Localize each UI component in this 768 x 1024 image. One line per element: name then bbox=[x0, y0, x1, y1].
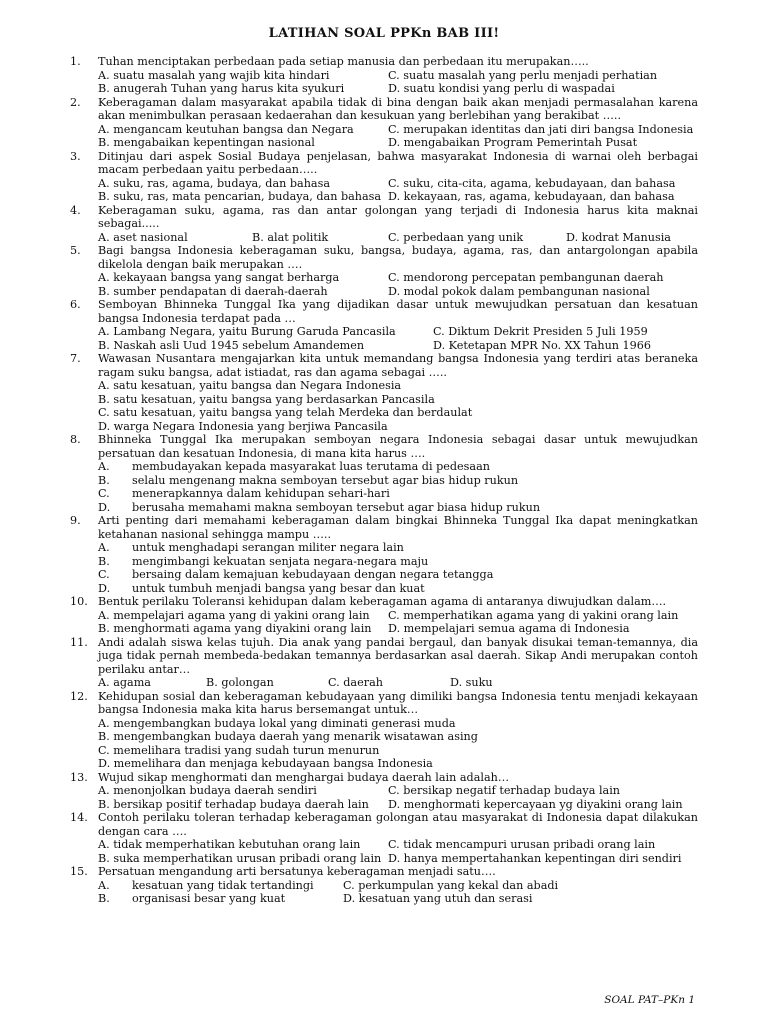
answer-options bbox=[98, 838, 698, 865]
answer-option: A. suatu masalah yang wajib kita hindari bbox=[98, 68, 330, 82]
question-item bbox=[70, 204, 698, 245]
question-number: 10. bbox=[70, 595, 88, 608]
question-text: Wujud sikap menghormati dan menghargai budaya daerah lain adalah… bbox=[98, 770, 510, 784]
answer-option: B. menghormati agama yang diyakini orang lain bbox=[98, 622, 372, 635]
answer-option bbox=[98, 460, 490, 474]
question-text: Persatuan mengandung arti bersatunya keberagaman menjadi satu…. bbox=[98, 865, 496, 878]
question-number: 15. bbox=[70, 865, 88, 878]
answer-option bbox=[98, 474, 518, 488]
option-row bbox=[98, 406, 698, 420]
answer-options bbox=[98, 177, 698, 204]
answer-option: C. daerah bbox=[328, 676, 383, 689]
option-row bbox=[98, 123, 698, 137]
question-stem bbox=[70, 352, 698, 379]
answer-option: D. Ketetapan MPR No. XX Tahun 1966 bbox=[433, 338, 652, 352]
answer-option: D. modal pokok dalam pembangunan nasional bbox=[388, 284, 650, 298]
page-footer: SOAL PAT–PKn 1 bbox=[604, 994, 695, 1006]
option-letter: A. bbox=[98, 460, 110, 473]
answer-options bbox=[98, 460, 698, 514]
answer-option: A. Lambang Negara, yaitu Burung Garuda Pancasila bbox=[98, 325, 396, 338]
question-text: Arti penting dari memahami keberagaman dalam bingkai Bhinneka Tunggal Ika dapat meningkatkan ketahanan nasional sehingga mampu ….. bbox=[98, 514, 698, 541]
answer-option: D. kodrat Manusia bbox=[566, 230, 671, 244]
question-stem bbox=[70, 514, 698, 541]
option-text: selalu mengenang makna semboyan tersebut agar bias hidup rukun bbox=[132, 473, 519, 487]
answer-options bbox=[98, 123, 698, 150]
answer-option: D. kesatuan yang utuh dan serasi bbox=[343, 892, 533, 905]
answer-option bbox=[98, 879, 343, 893]
question-text: Bentuk perilaku Toleransi kehidupan dalam keberagaman agama di antaranya diwujudkan dalam…. bbox=[98, 595, 667, 608]
question-item bbox=[70, 298, 698, 352]
answer-options bbox=[98, 717, 698, 771]
option-row bbox=[98, 568, 698, 582]
option-row bbox=[98, 784, 698, 798]
question-number: 3. bbox=[70, 149, 81, 163]
question-stem bbox=[70, 771, 698, 785]
answer-option: D. mengabaikan Program Pemerintah Pusat bbox=[388, 136, 638, 149]
answer-option bbox=[98, 892, 343, 906]
answer-option: C. memperhatikan agama yang di yakini orang lain bbox=[388, 608, 679, 622]
option-row bbox=[98, 798, 698, 812]
question-text: Andi adalah siswa kelas tujuh. Dia anak yang pandai bergaul, dan banyak disukai teman-temannya, dia juga tidak pernah membeda-bedakan temannya berdasarkan asal daerah. Sikap Andi merupakan contoh perilaku antar… bbox=[98, 635, 698, 676]
option-letter: B. bbox=[98, 473, 110, 487]
question-number: 5. bbox=[70, 244, 81, 257]
option-text: organisasi besar yang kuat bbox=[132, 892, 286, 905]
option-row bbox=[98, 487, 698, 501]
option-row bbox=[98, 393, 698, 407]
answer-options bbox=[98, 379, 698, 433]
question-item bbox=[70, 636, 698, 690]
question-stem bbox=[70, 244, 698, 271]
option-row bbox=[98, 879, 698, 893]
answer-option: A. satu kesatuan, yaitu bangsa dan Negara Indonesia bbox=[98, 379, 402, 392]
option-row bbox=[98, 892, 698, 906]
question-number: 11. bbox=[70, 635, 88, 649]
answer-options bbox=[98, 271, 698, 298]
question-stem bbox=[70, 204, 698, 231]
answer-option: A. mengembangkan budaya lokal yang diminati generasi muda bbox=[98, 716, 456, 730]
question-number: 4. bbox=[70, 203, 81, 217]
question-item bbox=[70, 690, 698, 771]
question-stem bbox=[70, 55, 698, 69]
option-row bbox=[98, 339, 698, 353]
answer-option: A. kekayaan bangsa yang sangat berharga bbox=[98, 271, 340, 284]
question-stem bbox=[70, 433, 698, 460]
question-stem bbox=[70, 690, 698, 717]
option-letter: C. bbox=[98, 568, 110, 581]
answer-option: D. kekayaan, ras, agama, kebudayaan, dan bahasa bbox=[388, 190, 675, 203]
option-row bbox=[98, 69, 698, 83]
answer-option: B. suku, ras, mata pencarian, budaya, dan bahasa bbox=[98, 190, 382, 203]
option-row bbox=[98, 460, 698, 474]
answer-option: C. mendorong percepatan pembangunan daerah bbox=[388, 271, 664, 284]
option-row bbox=[98, 744, 698, 758]
answer-option: D. memelihara dan menjaga kebudayaan bangsa Indonesia bbox=[98, 757, 433, 770]
answer-option: C. satu kesatuan, yaitu bangsa yang telah Merdeka dan berdaulat bbox=[98, 406, 473, 419]
question-item bbox=[70, 811, 698, 865]
answer-option bbox=[98, 568, 493, 582]
answer-option: A. aset nasional bbox=[98, 230, 188, 244]
option-row bbox=[98, 325, 698, 339]
answer-options bbox=[98, 325, 698, 352]
answer-option: A. tidak memperhatikan kebutuhan orang lain bbox=[98, 838, 361, 851]
question-number: 13. bbox=[70, 770, 88, 784]
option-row bbox=[98, 501, 698, 515]
question-text: Bagi bangsa Indonesia keberagaman suku, bangsa, budaya, agama, ras, dan antargolongan apabila dikelola dengan baik merupakan …. bbox=[98, 244, 698, 271]
option-row bbox=[98, 82, 698, 96]
answer-option: A. menonjolkan budaya daerah sendiri bbox=[98, 784, 317, 797]
option-row bbox=[98, 474, 698, 488]
answer-option: D. mempelajari semua agama di Indonesia bbox=[388, 622, 630, 635]
answer-option: C. tidak mencampuri urusan pribadi orang lain bbox=[388, 838, 656, 851]
option-text: kesatuan yang tidak tertandingi bbox=[132, 878, 314, 892]
question-item bbox=[70, 514, 698, 595]
option-row bbox=[98, 676, 698, 690]
answer-option: A. suku, ras, agama, budaya, dan bahasa bbox=[98, 176, 331, 190]
question-number: 6. bbox=[70, 298, 81, 311]
answer-option: A. mengancam keutuhan bangsa dan Negara bbox=[98, 122, 354, 136]
question-item bbox=[70, 352, 698, 433]
answer-options bbox=[98, 69, 698, 96]
answer-option: C. perkumpulan yang kekal dan abadi bbox=[343, 878, 559, 892]
answer-option: B. Naskah asli Uud 1945 sebelum Amandemen bbox=[98, 338, 365, 352]
question-stem bbox=[70, 150, 698, 177]
question-text: Keberagaman suku, agama, ras dan antar golongan yang terjadi di Indonesia harus kita maknai sebagai..... bbox=[98, 203, 698, 230]
option-row bbox=[98, 271, 698, 285]
option-letter: B. bbox=[98, 892, 110, 905]
question-number: 7. bbox=[70, 352, 81, 365]
option-row bbox=[98, 231, 698, 245]
question-item bbox=[70, 150, 698, 204]
answer-option: D. hanya mempertahankan kepentingan diri sendiri bbox=[388, 851, 682, 865]
question-item bbox=[70, 244, 698, 298]
answer-option: A. agama bbox=[98, 676, 151, 689]
question-item bbox=[70, 865, 698, 906]
option-text: bersaing dalam kemajuan kebudayaan dengan negara tetangga bbox=[132, 568, 494, 581]
answer-option: C. perbedaan yang unik bbox=[388, 230, 524, 244]
answer-option: B. alat politik bbox=[252, 230, 329, 244]
option-letter: A. bbox=[98, 541, 110, 554]
option-row bbox=[98, 190, 698, 204]
option-row bbox=[98, 285, 698, 299]
option-text: berusaha memahami makna semboyan tersebut agar biasa hidup rukun bbox=[132, 500, 541, 514]
answer-option: B. mengabaikan kepentingan nasional bbox=[98, 136, 315, 149]
option-row bbox=[98, 838, 698, 852]
option-letter: D. bbox=[98, 500, 111, 514]
answer-option bbox=[98, 582, 425, 596]
option-row bbox=[98, 730, 698, 744]
question-text: Kehidupan sosial dan keberagaman kebudayaan yang dimiliki bangsa Indonesia tentu menjadi kekayaan bangsa Indonesia maka kita harus bersemangat untuk… bbox=[98, 689, 698, 716]
answer-options bbox=[98, 676, 698, 690]
question-item bbox=[70, 433, 698, 514]
option-row bbox=[98, 379, 698, 393]
answer-option: C. Diktum Dekrit Presiden 5 Juli 1959 bbox=[433, 325, 648, 338]
question-number: 12. bbox=[70, 689, 88, 703]
question-text: Tuhan menciptakan perbedaan pada setiap manusia dan perbedaan itu merupakan….. bbox=[98, 55, 589, 68]
question-text: Keberagaman dalam masyarakat apabila tidak di bina dengan baik akan menjadi permasalahan karena akan menimbulkan perasaan kedaerahan dan kesukuan yang berlebihan yang berakibat ….. bbox=[98, 95, 698, 122]
answer-option: D. suatu kondisi yang perlu di waspadai bbox=[388, 82, 615, 95]
answer-option: B. suka memperhatikan urusan pribadi orang lain bbox=[98, 851, 382, 865]
option-row bbox=[98, 582, 698, 596]
question-item bbox=[70, 55, 698, 96]
question-text: Wawasan Nusantara mengajarkan kita untuk memandang bangsa Indonesia yang terdiri atas beraneka ragam suku bangsa, adat istiadat, ras dan agama sebagai ….. bbox=[98, 352, 698, 379]
option-row bbox=[98, 420, 698, 434]
answer-option: C. bersikap negatif terhadap budaya lain bbox=[388, 784, 620, 797]
question-list bbox=[70, 55, 698, 906]
option-row bbox=[98, 622, 698, 636]
answer-option: C. memelihara tradisi yang sudah turun menurun bbox=[98, 743, 380, 757]
answer-option: B. mengembangkan budaya daerah yang menarik wisatawan asing bbox=[98, 730, 478, 743]
answer-option: B. sumber pendapatan di daerah-daerah bbox=[98, 284, 328, 298]
answer-option: B. bersikap positif terhadap budaya daerah lain bbox=[98, 797, 369, 811]
option-row bbox=[98, 555, 698, 569]
option-row bbox=[98, 177, 698, 191]
option-row bbox=[98, 757, 698, 771]
answer-option: D. suku bbox=[450, 676, 493, 689]
answer-option: C. suku, cita-cita, agama, kebudayaan, dan bahasa bbox=[388, 176, 676, 190]
answer-option: D. warga Negara Indonesia yang berjiwa Pancasila bbox=[98, 419, 388, 433]
option-letter: C. bbox=[98, 487, 110, 500]
option-letter: D. bbox=[98, 581, 111, 595]
question-stem bbox=[70, 811, 698, 838]
question-stem bbox=[70, 96, 698, 123]
question-item bbox=[70, 771, 698, 812]
question-stem bbox=[70, 636, 698, 677]
question-number: 2. bbox=[70, 95, 81, 109]
question-number: 8. bbox=[70, 433, 81, 446]
option-row bbox=[98, 717, 698, 731]
question-text: Contoh perilaku toleran terhadap keberagaman golongan atau masyarakat di Indonesia dapat dilakukan dengan cara …. bbox=[98, 811, 698, 838]
option-row bbox=[98, 541, 698, 555]
answer-options bbox=[98, 879, 698, 906]
answer-options bbox=[98, 609, 698, 636]
answer-option: D. menghormati kepercayaan yg diyakini orang lain bbox=[388, 797, 683, 811]
option-row bbox=[98, 609, 698, 623]
question-item bbox=[70, 595, 698, 636]
question-item bbox=[70, 96, 698, 150]
question-stem bbox=[70, 595, 698, 609]
answer-option: C. suatu masalah yang perlu menjadi perhatian bbox=[388, 68, 658, 82]
answer-options bbox=[98, 784, 698, 811]
page-title: LATIHAN SOAL PPKn BAB III! bbox=[268, 26, 500, 41]
question-text: Ditinjau dari aspek Sosial Budaya penjelasan, bahwa masyarakat Indonesia di warnai oleh berbagai macam perbedaan yaitu perbedaan….. bbox=[98, 149, 698, 176]
option-text: untuk tumbuh menjadi bangsa yang besar dan kuat bbox=[132, 581, 425, 595]
question-number: 1. bbox=[70, 55, 81, 68]
answer-option: A. mempelajari agama yang di yakini orang lain bbox=[98, 608, 370, 622]
question-stem bbox=[70, 865, 698, 879]
option-text: membudayakan kepada masyarakat luas terutama di pedesaan bbox=[132, 460, 490, 473]
question-number: 9. bbox=[70, 514, 81, 527]
answer-options bbox=[98, 541, 698, 595]
answer-options bbox=[98, 231, 698, 245]
option-letter: B. bbox=[98, 554, 110, 568]
answer-option bbox=[98, 487, 390, 501]
option-row bbox=[98, 852, 698, 866]
question-stem bbox=[70, 298, 698, 325]
answer-option: B. anugerah Tuhan yang harus kita syukuri bbox=[98, 82, 345, 95]
answer-option bbox=[98, 541, 404, 555]
option-letter: A. bbox=[98, 878, 110, 892]
answer-option: B. golongan bbox=[206, 676, 274, 689]
option-row bbox=[98, 136, 698, 150]
option-text: mengimbangi kekuatan senjata negara-negara maju bbox=[132, 554, 429, 568]
answer-option: B. satu kesatuan, yaitu bangsa yang berdasarkan Pancasila bbox=[98, 392, 435, 406]
question-text: Bhinneka Tunggal Ika merupakan semboyan negara Indonesia sebagai dasar untuk mewujudkan persatuan dan kesatuan Indonesia, di mana kita harus …. bbox=[98, 433, 698, 460]
answer-option: C. merupakan identitas dan jati diri bangsa Indonesia bbox=[388, 122, 694, 136]
answer-option bbox=[98, 501, 540, 515]
option-text: untuk menghadapi serangan militer negara lain bbox=[132, 541, 404, 554]
question-number: 14. bbox=[70, 811, 88, 824]
option-text: menerapkannya dalam kehidupan sehari-hari bbox=[132, 487, 390, 500]
question-text: Semboyan Bhinneka Tunggal Ika yang dijadikan dasar untuk mewujudkan persatuan dan kesatuan bangsa Indonesia terdapat pada … bbox=[98, 298, 698, 325]
answer-option bbox=[98, 555, 428, 569]
